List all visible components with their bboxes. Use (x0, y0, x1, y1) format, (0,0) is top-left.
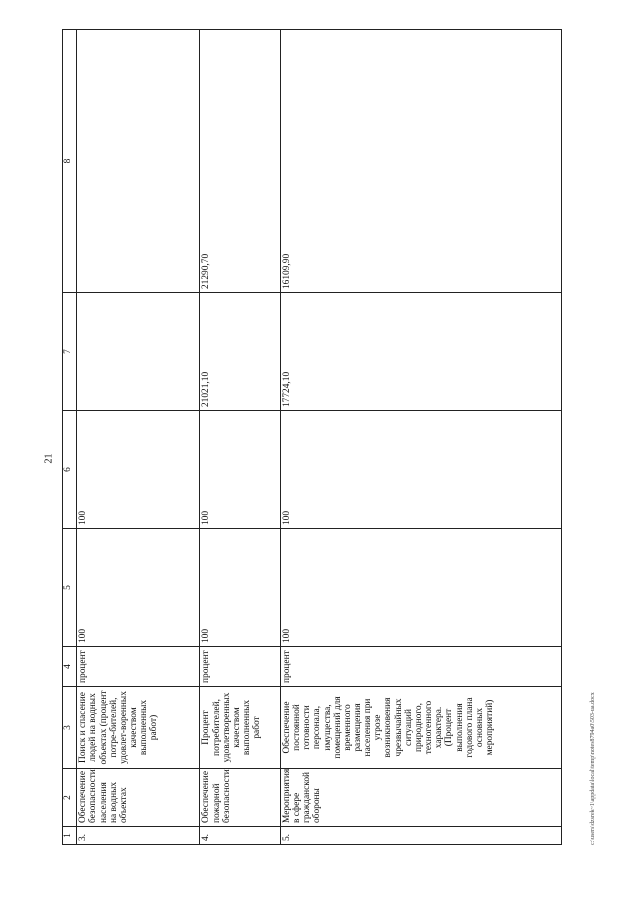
indicator-text: Процент потребителей, удовлетворенных качеством выполненных работ (200, 687, 280, 769)
page-number: 21 (43, 453, 55, 464)
activity-name: Обеспечение пожарной безопасности (200, 769, 280, 827)
column-header: 4 (63, 647, 77, 687)
value-col7 (77, 293, 200, 411)
row-number: 4. (200, 827, 280, 845)
value-col5: 100 (280, 529, 561, 647)
indicator-text: Поиск и спасение людей на водных объектах (процент потре-бителей, удовлет-воренных качеством выполненных работ) (77, 687, 200, 769)
column-header: 1 (63, 827, 77, 845)
table-row (200, 30, 280, 845)
unit-cell: процент (280, 647, 561, 687)
unit-cell: процент (200, 647, 280, 687)
value-col7: 17724,10 (280, 293, 561, 411)
column-header: 3 (63, 687, 77, 769)
report-table-container (62, 30, 562, 845)
column-header: 5 (63, 529, 77, 647)
indicator-text: Обеспечение постоянной готовности персонала, имущества, помещений для временного размещения населения при угрозе возникновения чрезвычайных ситуаций природного, техногенного характера. (Процент выполнения годового плана основных мероприятий) (280, 687, 561, 769)
value-col5: 100 (200, 529, 280, 647)
column-header: 8 (63, 30, 77, 293)
table-header-row (63, 30, 77, 845)
report-table (62, 29, 562, 845)
value-col6: 100 (200, 411, 280, 529)
row-number: 5. (280, 827, 561, 845)
value-col8: 21290,70 (200, 30, 280, 293)
table-row (280, 30, 561, 845)
column-header: 2 (63, 769, 77, 827)
unit-cell: процент (77, 647, 200, 687)
value-col7: 21021,10 (200, 293, 280, 411)
value-col8 (77, 30, 200, 293)
activity-name: Обеспечение безопасности населения на водных объектах (77, 769, 200, 827)
column-header: 6 (63, 411, 77, 529)
value-col6: 100 (77, 411, 200, 529)
value-col6: 100 (280, 411, 561, 529)
table-row (77, 30, 200, 845)
value-col8: 16109,90 (280, 30, 561, 293)
file-path-footer: c:\users\dzsrek~1\appdata\local\temp\notes8794a0\503-ua.docx (590, 692, 596, 845)
column-header: 7 (63, 293, 77, 411)
activity-name: Мероприятия в сфере гражданской обороны (280, 769, 561, 827)
value-col5: 100 (77, 529, 200, 647)
row-number: 3. (77, 827, 200, 845)
